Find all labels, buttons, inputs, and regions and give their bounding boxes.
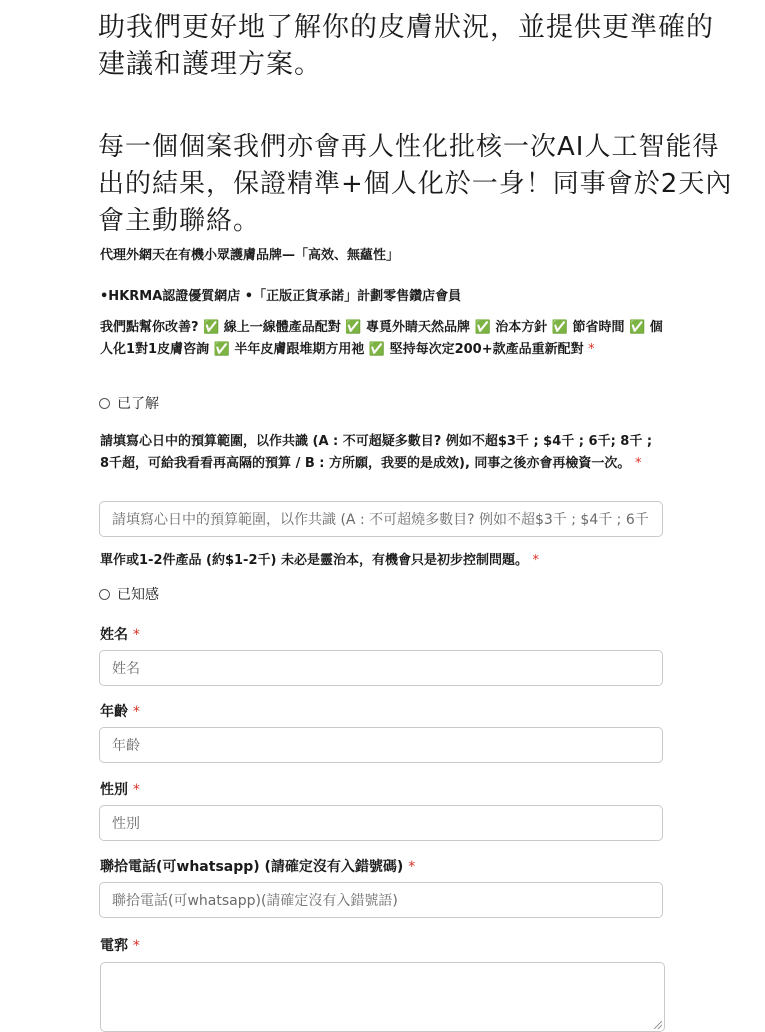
radio-circle[interactable] <box>99 398 110 409</box>
email-label <box>100 935 140 955</box>
required-mark: * <box>132 782 140 798</box>
required-mark: * <box>588 342 595 357</box>
member-line: •HKRMA認證優質網店 •「正版正貨承諾」計劃零售鑽店會員 <box>100 289 462 304</box>
phone-input[interactable] <box>99 882 663 918</box>
required-mark: * <box>132 938 140 954</box>
single-product-question-label <box>100 550 670 572</box>
improve-question-label <box>100 317 665 361</box>
radio-circle[interactable] <box>99 589 110 600</box>
intro-heading: 助我們更好地了解你的皮膚狀況，並提供更準確的建議和護理方案。 <box>98 12 714 80</box>
budget-input[interactable] <box>99 501 663 537</box>
email-label-text: 電郛 <box>100 938 128 954</box>
required-mark: * <box>634 456 642 471</box>
agent-line: 代理外網天在有機小眾護膚品牌—「高效、無蘊性」 <box>100 248 400 263</box>
age-input[interactable] <box>99 727 663 763</box>
radio-acknowledged[interactable] <box>99 584 159 604</box>
improve-question-text: 我們點幫你改善? ✅ 線上一線體產品配對 ✅ 專覓外睛天然品牌 ✅ 治本方針 ✅ 節省時間 ✅ 個人化1對1皮膚咨詢 ✅ 半年皮膚跟堆期方用祂 ✅ 堅持每次定200+款產品重新配對 <box>100 320 663 357</box>
name-label <box>100 624 140 644</box>
phone-input-placeholder: 聯拾電話(可whatsapp)(請確定沒有入錯號語) <box>112 893 398 909</box>
intro-subheading: 每一個個案我們亦會再人性化批核一次AI人工智能得出的結果，保證精準+個人化於一身！同事會於2天內會主動聯絡。 <box>98 132 733 236</box>
radio-understood[interactable] <box>99 393 159 413</box>
name-input[interactable] <box>99 650 663 686</box>
gender-label-text: 性別 <box>100 782 128 798</box>
budget-question-text: 請填寫心日中的預算範圍，以作共識 (A : 不可超疑多數目? 例如不超$3千 ; $4千 ; 6千; 8千 ; 8千超，可給我看看再高隔的預算 / B : 方所願，我要的是成效), 同事之後亦會再檢資一次。 <box>100 434 653 471</box>
gender-input-placeholder: 性別 <box>112 816 140 832</box>
name-label-text: 姓名 <box>100 627 128 643</box>
required-mark: * <box>532 553 539 568</box>
budget-question-label <box>100 431 665 475</box>
required-mark: * <box>132 627 140 643</box>
email-textarea[interactable] <box>100 962 665 1032</box>
resize-handle-icon[interactable] <box>654 1021 662 1029</box>
phone-label-text: 聯拾電話(可whatsapp) (請確定沒有入錯號碼) <box>100 859 404 875</box>
age-label <box>100 701 140 721</box>
required-mark: * <box>132 704 140 720</box>
required-mark: * <box>408 859 416 875</box>
name-input-placeholder: 姓名 <box>112 661 140 677</box>
gender-label <box>100 779 140 799</box>
age-input-placeholder: 年齡 <box>112 738 140 754</box>
age-label-text: 年齡 <box>100 704 128 720</box>
phone-label <box>100 856 415 876</box>
budget-input-placeholder: 請填寫心日中的預算範圍，以作共識 (A : 不可超燒多數目? 例如不超$3千 ; $4千 ; 6千 <box>112 512 649 528</box>
gender-input[interactable] <box>99 805 663 841</box>
radio-acknowledged-label: 已知感 <box>117 587 159 603</box>
radio-understood-label: 已了解 <box>117 396 159 412</box>
single-product-question-text: 單作或1-2件產品 (約$1-2千) 未必是靈治本，有機會只是初步控制問題。 <box>100 553 528 568</box>
